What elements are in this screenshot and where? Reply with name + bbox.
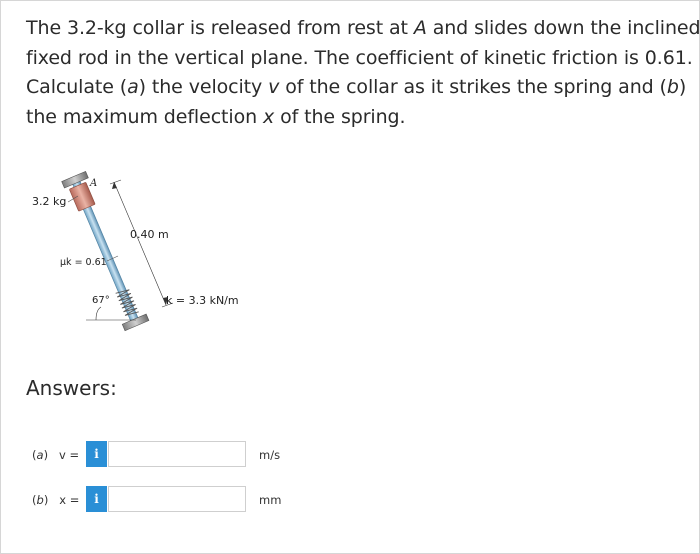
inclined-rod	[62, 171, 149, 330]
figure-svg	[26, 160, 276, 345]
point-a-label: A	[90, 178, 98, 189]
answer-label-b: (b) x =	[32, 493, 80, 507]
unit-label-b: mm	[259, 493, 282, 507]
problem-line-3: Calculate (a) the velocity v of the collar as it strikes the spring and (b)	[26, 76, 687, 98]
mass-label: 3.2 kg	[32, 195, 67, 208]
deflection-input[interactable]	[108, 486, 246, 512]
problem-line-1: The 3.2-kg collar is released from rest at A and slides down the inclined	[26, 17, 700, 39]
spring-constant-label: k = 3.3 kN/m	[166, 294, 239, 307]
friction-label: μk = 0.61	[60, 257, 107, 268]
unit-label-a: m/s	[259, 448, 281, 462]
answer-row-b	[30, 485, 430, 515]
answer-label-a: (a) v =	[32, 448, 80, 462]
collar-rod-spring-figure	[26, 160, 276, 345]
info-button-a[interactable]: i	[86, 441, 107, 467]
problem-line-2: fixed rod in the vertical plane. The coefficient of kinetic friction is 0.61.	[26, 46, 693, 69]
problem-line-4: the maximum deflection x of the spring.	[26, 105, 406, 128]
answer-row-a	[30, 440, 430, 470]
velocity-input[interactable]	[108, 441, 246, 467]
answers-heading: Answers:	[26, 376, 117, 400]
distance-label: 0.40 m	[130, 228, 169, 241]
angle-label: 67°	[92, 295, 110, 306]
info-button-b[interactable]: i	[86, 486, 107, 512]
problem-statement	[26, 14, 700, 132]
